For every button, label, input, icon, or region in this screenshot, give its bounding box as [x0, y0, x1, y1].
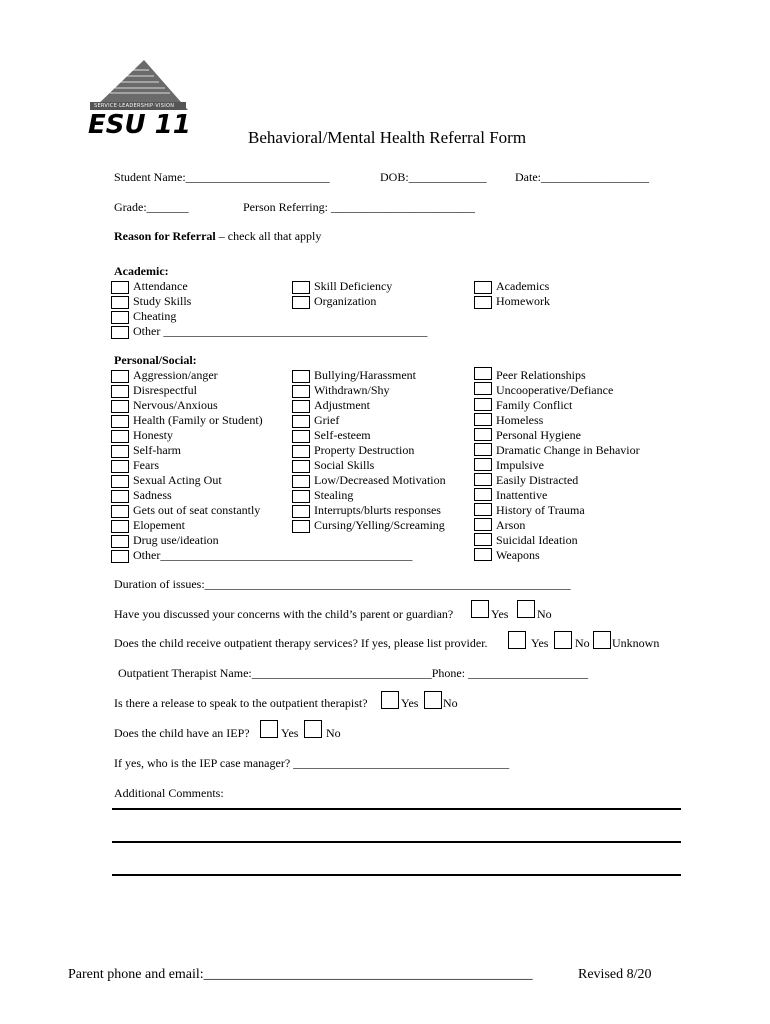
person-referring-field[interactable]: Person Referring: ________________________ [243, 200, 475, 214]
checkbox-iep-yes[interactable] [260, 720, 278, 738]
reason-heading-label: Reason for Referral [114, 229, 216, 243]
checkbox-personal-hygiene[interactable] [474, 428, 492, 441]
label-family-conflict: Family Conflict [496, 398, 573, 412]
checkbox-interrupts[interactable] [292, 505, 310, 518]
label-elopement: Elopement [133, 518, 185, 532]
checkbox-homeless[interactable] [474, 413, 492, 426]
checkbox-family-conflict[interactable] [474, 398, 492, 411]
checkbox-sadness[interactable] [111, 490, 129, 503]
discussed-question: Have you discussed your concerns with the child’s parent or guardian? [114, 607, 454, 621]
logo-banner-text: SERVICE·LEADERSHIP·VISION [94, 103, 175, 109]
personal-heading: Personal/Social: [114, 353, 197, 367]
checkbox-sexual-acting-out[interactable] [111, 475, 129, 488]
label-dramatic-change: Dramatic Change in Behavior [496, 443, 640, 457]
label-stealing: Stealing [314, 488, 354, 502]
label-personal-hygiene: Personal Hygiene [496, 428, 581, 442]
label-outpatient-unknown: Unknown [612, 636, 660, 650]
iep-question: Does the child have an IEP? [114, 726, 250, 740]
checkbox-bullying[interactable] [292, 370, 310, 383]
label-arson: Arson [496, 518, 526, 532]
logo-name: ESU 11 [88, 110, 191, 140]
student-name-field[interactable]: Student Name:________________________ [114, 170, 330, 184]
label-cursing: Cursing/Yelling/Screaming [314, 518, 445, 532]
label-academic-other[interactable]: Other ____________________________________________ [133, 324, 428, 338]
comments-line-2[interactable] [112, 841, 681, 843]
label-weapons: Weapons [496, 548, 540, 562]
label-property-destruction: Property Destruction [314, 443, 415, 457]
label-grief: Grief [314, 413, 340, 427]
checkbox-aggression[interactable] [111, 370, 129, 383]
checkbox-peer-relationships[interactable] [474, 367, 492, 380]
checkbox-social-skills[interactable] [292, 460, 310, 473]
checkbox-dramatic-change[interactable] [474, 443, 492, 456]
checkbox-self-harm[interactable] [111, 445, 129, 458]
label-gets-out-of-seat: Gets out of seat constantly [133, 503, 261, 517]
checkbox-outpatient-yes[interactable] [508, 631, 526, 649]
checkbox-stealing[interactable] [292, 490, 310, 503]
case-manager-field[interactable]: If yes, who is the IEP case manager? ____________________________________ [114, 756, 510, 770]
reason-instruction: – check all that apply [215, 229, 322, 243]
label-honesty: Honesty [133, 428, 173, 442]
checkbox-iep-no[interactable] [304, 720, 322, 738]
label-interrupts: Interrupts/blurts responses [314, 503, 441, 517]
checkbox-grief[interactable] [292, 415, 310, 428]
label-outpatient-yes: Yes [531, 636, 549, 650]
checkbox-academic-other[interactable] [111, 326, 129, 339]
checkbox-attendance[interactable] [111, 281, 129, 294]
checkbox-study-skills[interactable] [111, 296, 129, 309]
label-suicidal-ideation: Suicidal Ideation [496, 533, 578, 547]
label-personal-other[interactable]: Other__________________________________________ [133, 548, 413, 562]
academic-heading: Academic: [114, 264, 169, 278]
label-history-of-trauma: History of Trauma [496, 503, 585, 517]
checkbox-release-yes[interactable] [381, 691, 399, 709]
checkbox-elopement[interactable] [111, 520, 129, 533]
reason-heading [114, 229, 321, 244]
label-peer-relationships: Peer Relationships [496, 368, 586, 382]
checkbox-academics[interactable] [474, 281, 492, 294]
checkbox-uncooperative[interactable] [474, 382, 492, 395]
label-self-esteem: Self-esteem [314, 428, 371, 442]
label-discussed-yes: Yes [491, 607, 509, 621]
comments-line-3[interactable] [112, 874, 681, 876]
date-field[interactable]: Date:__________________ [515, 170, 649, 184]
label-release-no: No [443, 696, 458, 710]
checkbox-history-of-trauma[interactable] [474, 503, 492, 516]
release-question: Is there a release to speak to the outpatient therapist? [114, 696, 368, 710]
label-drug-use: Drug use/ideation [133, 533, 219, 547]
label-easily-distracted: Easily Distracted [496, 473, 579, 487]
label-low-motivation: Low/Decreased Motivation [314, 473, 446, 487]
checkbox-impulsive[interactable] [474, 458, 492, 471]
label-outpatient-no: No [575, 636, 590, 650]
label-homeless: Homeless [496, 413, 544, 427]
label-withdrawn: Withdrawn/Shy [314, 383, 390, 397]
label-sadness: Sadness [133, 488, 172, 502]
label-iep-yes: Yes [281, 726, 299, 740]
label-study-skills: Study Skills [133, 294, 192, 308]
checkbox-self-esteem[interactable] [292, 430, 310, 443]
checkbox-organization[interactable] [292, 296, 310, 309]
label-self-harm: Self-harm [133, 443, 181, 457]
checkbox-fears[interactable] [111, 460, 129, 473]
checkbox-gets-out-of-seat[interactable] [111, 505, 129, 518]
grade-field[interactable]: Grade:_______ [114, 200, 189, 214]
checkbox-outpatient-no[interactable] [554, 631, 572, 649]
checkbox-cheating[interactable] [111, 311, 129, 324]
label-bullying: Bullying/Harassment [314, 368, 416, 382]
checkbox-outpatient-unknown[interactable] [593, 631, 611, 649]
label-attendance: Attendance [133, 279, 188, 293]
checkbox-withdrawn[interactable] [292, 385, 310, 398]
checkbox-weapons[interactable] [474, 548, 492, 561]
checkbox-skill-deficiency[interactable] [292, 281, 310, 294]
checkbox-homework[interactable] [474, 296, 492, 309]
checkbox-arson[interactable] [474, 518, 492, 531]
label-social-skills: Social Skills [314, 458, 375, 472]
checkbox-property-destruction[interactable] [292, 445, 310, 458]
checkbox-health[interactable] [111, 415, 129, 428]
label-homework: Homework [496, 294, 550, 308]
label-cheating: Cheating [133, 309, 177, 323]
checkbox-release-no[interactable] [424, 691, 442, 709]
label-organization: Organization [314, 294, 377, 308]
label-sexual-acting-out: Sexual Acting Out [133, 473, 222, 487]
checkbox-easily-distracted[interactable] [474, 473, 492, 486]
checkbox-inattentive[interactable] [474, 488, 492, 501]
duration-field[interactable]: Duration of issues:_____________________________________________________________ [114, 577, 571, 591]
checkbox-discussed-no[interactable] [517, 600, 535, 618]
label-nervous: Nervous/Anxious [133, 398, 218, 412]
checkbox-low-motivation[interactable] [292, 475, 310, 488]
dob-field[interactable]: DOB:_____________ [380, 170, 487, 184]
label-fears: Fears [133, 458, 159, 472]
checkbox-disrespectful[interactable] [111, 385, 129, 398]
checkbox-personal-other[interactable] [111, 550, 129, 563]
label-inattentive: Inattentive [496, 488, 548, 502]
checkbox-honesty[interactable] [111, 430, 129, 443]
logo-triangle-graphic [88, 58, 188, 118]
label-aggression: Aggression/anger [133, 368, 218, 382]
checkbox-cursing[interactable] [292, 520, 310, 533]
label-adjustment: Adjustment [314, 398, 370, 412]
label-iep-no: No [326, 726, 341, 740]
parent-contact-field[interactable]: Parent phone and email:_______________________________________________ [68, 967, 533, 982]
checkbox-discussed-yes[interactable] [471, 600, 489, 618]
checkbox-suicidal-ideation[interactable] [474, 533, 492, 546]
comments-label: Additional Comments: [114, 786, 224, 800]
label-discussed-no: No [537, 607, 552, 621]
label-academics: Academics [496, 279, 550, 293]
therapist-field[interactable]: Outpatient Therapist Name:______________________________Phone: ____________________ [118, 666, 589, 680]
revised-date: Revised 8/20 [578, 967, 652, 982]
label-health: Health (Family or Student) [133, 413, 263, 427]
outpatient-question: Does the child receive outpatient therapy services? If yes, please list provider. [114, 636, 488, 650]
label-impulsive: Impulsive [496, 458, 544, 472]
comments-line-1[interactable] [112, 808, 681, 810]
esu-logo [88, 58, 191, 140]
label-disrespectful: Disrespectful [133, 383, 197, 397]
label-release-yes: Yes [401, 696, 419, 710]
label-uncooperative: Uncooperative/Defiance [496, 383, 614, 397]
form-title: Behavioral/Mental Health Referral Form [248, 128, 527, 147]
checkbox-adjustment[interactable] [292, 400, 310, 413]
checkbox-nervous[interactable] [111, 400, 129, 413]
checkbox-drug-use[interactable] [111, 535, 129, 548]
label-skill-deficiency: Skill Deficiency [314, 279, 393, 293]
